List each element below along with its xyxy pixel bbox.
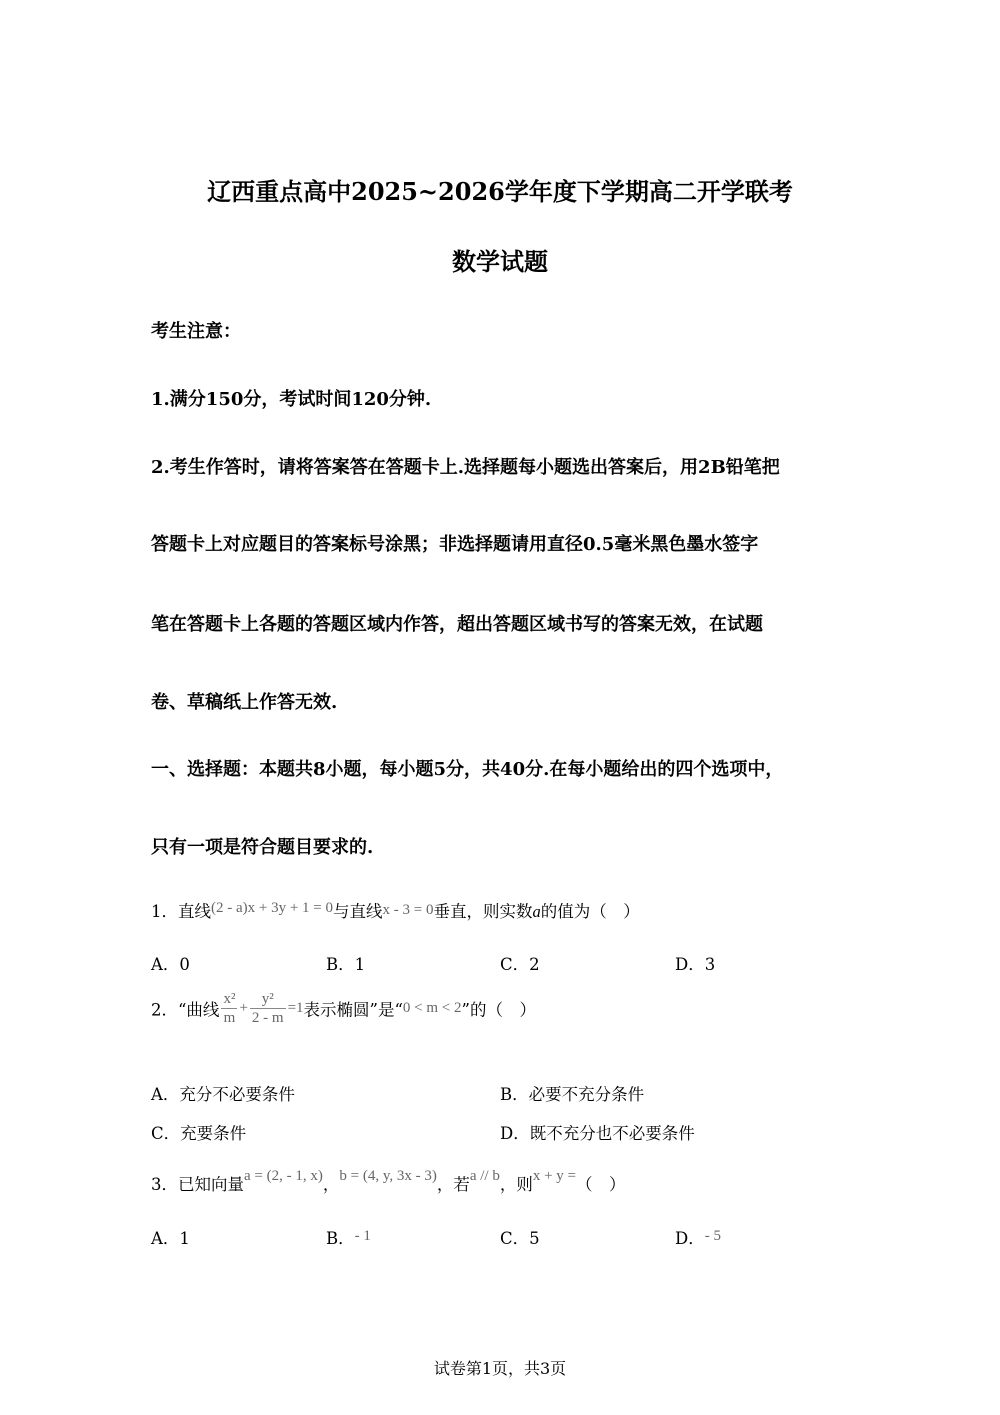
notice-item-2-line-1: 2.考生作答时，请将答案答在答题卡上.选择题每小题选出答案后，用2B铅笔把 (151, 457, 780, 478)
question-1-suffix: 的值为（ ） (540, 902, 640, 921)
question-2-option-b: B．必要不充分条件 (500, 1085, 645, 1104)
question-2-fraction-2-denominator: 2 - m (251, 1010, 284, 1026)
question-3-option-b (326, 1225, 371, 1249)
question-2-mid: 表示椭圆”是“ (303, 1000, 403, 1020)
question-1-mid: 与直线 (333, 902, 383, 921)
question-1-second-line-equation: x - 3 = 0 (382, 902, 434, 918)
question-3-prefix: 3．已知向量 (151, 1175, 244, 1194)
question-2-option-a: A．充分不必要条件 (151, 1085, 295, 1104)
question-3-condition: a // b (469, 1168, 500, 1184)
exam-subtitle: 数学试题 (452, 247, 548, 276)
exam-title: 辽西重点高中2025~2026学年度下学期高二开学联考 (207, 177, 793, 206)
question-3-option-c-value: 5 (529, 1229, 540, 1248)
question-2-fraction-1-denominator: m (223, 1010, 236, 1026)
question-3-expression: x + y = (532, 1168, 577, 1184)
question-3-option-a (151, 1225, 190, 1249)
question-3-vector-a: a = (2, - 1, x) (244, 1168, 323, 1184)
question-1-option-b: B．1 (326, 955, 366, 974)
question-3-option-d-label: D． (675, 1229, 705, 1248)
question-1-variable: a (532, 902, 541, 921)
question-1 (151, 898, 640, 922)
page-footer: 试卷第1页，共3页 (433, 1359, 567, 1378)
question-2-fraction-1 (221, 990, 237, 1027)
question-2-prefix: 2．“曲线 (151, 1000, 220, 1020)
question-1-line-equation: (2 - a)x + 3y + 1 = 0 (211, 900, 334, 916)
question-3-option-d (675, 1225, 721, 1249)
question-2-fraction-2 (250, 990, 286, 1027)
question-2-fraction-1-numerator: x² (223, 991, 236, 1007)
question-3-option-a-label: A． (151, 1229, 180, 1248)
question-2-option-d: D．既不充分也不必要条件 (500, 1124, 695, 1143)
question-1-option-c: C．2 (500, 955, 540, 974)
question-1-option-a: A．0 (151, 955, 190, 974)
question-3-suffix: （ ） (576, 1175, 626, 1194)
question-3 (151, 1168, 626, 1195)
question-3-option-a-value: 1 (179, 1229, 190, 1248)
question-3-option-c (500, 1225, 540, 1249)
question-2-equals: =1 (287, 1000, 304, 1016)
notice-heading: 考生注意： (151, 321, 241, 342)
question-3-option-b-value: - 1 (354, 1228, 371, 1244)
section-1-intro-line-1: 一、选择题：本题共8小题，每小题5分，共40分.在每小题给出的四个选项中， (151, 759, 784, 780)
question-2-condition: 0 < m < 2 (402, 1000, 462, 1016)
question-3-option-d-value: - 5 (704, 1228, 721, 1244)
question-3-option-c-label: C． (500, 1229, 530, 1248)
question-2-fraction-2-numerator: y² (250, 990, 286, 1009)
notice-item-2-line-2: 答题卡上对应题目的答案标号涂黑；非选择题请用直径0.5毫米黑色墨水签字 (151, 534, 759, 555)
question-2-plus: + (239, 1000, 248, 1016)
question-3-mid-2: ，则 (499, 1175, 533, 1194)
question-2-option-c: C．充要条件 (151, 1124, 247, 1143)
question-3-option-b-label: B． (326, 1229, 355, 1248)
notice-item-2-line-4: 卷、草稿纸上作答无效. (151, 692, 338, 713)
question-1-prefix: 1．直线 (151, 902, 211, 921)
question-2 (151, 990, 536, 1027)
notice-item-1: 1.满分150分，考试时间120分钟. (151, 389, 432, 410)
question-2-suffix: ”的（ ） (461, 1000, 536, 1020)
question-3-comma: ， (322, 1175, 340, 1194)
question-3-mid: ，若 (436, 1175, 470, 1194)
question-1-mid-2: 垂直，则实数 (433, 902, 533, 921)
notice-item-2-line-3: 笔在答题卡上各题的答题区域内作答，超出答题区域书写的答案无效，在试题 (151, 614, 763, 635)
section-1-intro-line-2: 只有一项是符合题目要求的. (151, 837, 374, 858)
question-1-option-d: D．3 (675, 955, 716, 974)
question-3-vector-b: b = (4, y, 3x - 3) (339, 1168, 437, 1184)
